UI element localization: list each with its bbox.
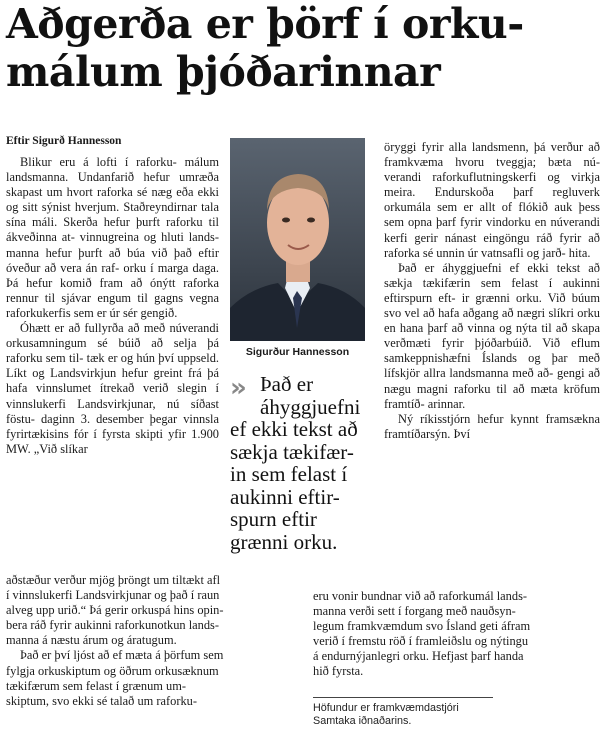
wide-text-block-1 [6, 573, 306, 709]
headline-line-2: málum þjóðarinnar [6, 48, 441, 96]
text-line: manna verði sett í forgang með nauðsyn- [313, 604, 516, 619]
column-1-paragraph-2: Óhætt er að fullyrða að með núverandi orkusamningum sé búið að selja þá raforku sem til- tæk er og hún því uppseld. Líkt og Landsvirkjun hefur greint frá þá hafa vinnslumet ítrekað verið slegin í vinnslukerfi Landsvirkjunar, nú síðast föstu- daginn 3. desember þegar vinnsla fyrirtækisins fór í fyrsta skipti yfir 1.900 MW. „Við slíkar [6, 321, 219, 456]
author-portrait-image [230, 138, 365, 341]
quote-mark-icon: » [230, 373, 247, 403]
pull-quote [230, 373, 370, 553]
footnote-line-2: Samtaka iðnaðarins. [313, 715, 412, 727]
text-line: eru vonir bundnar við að raforkumál lands- [313, 589, 528, 603]
wide-text-block-2 [313, 589, 603, 680]
text-line: bera ráð fyrir aukinni raforkunotkun lands- [6, 618, 219, 633]
text-line: hið fyrsta. [313, 664, 364, 679]
text-line: aðstæður verður mjög þröngt um tiltækt afl [6, 573, 221, 587]
byline: Eftir Sigurð Hannesson [6, 135, 122, 147]
text-line: tækifærum sem felast í grænum um- [6, 678, 186, 693]
column-3-paragraph-1: öryggi fyrir alla landsmenn, þá verður að framkvæma hvoru tveggja; bæta nú- verandi raforkuflutningskerfi og virkja meira. Endurskoða þarf regluverk orkumála sem er allt of flókið auk þess sem opna þarf fyrir vindorku en núverandi kerfi gerir nánast eingöngu ráð fyrir að raforka sé unnin úr vatnsafli og jarð- hita. [384, 140, 600, 260]
text-line: verið í fremstu röð í framleiðslu og nýtingu [313, 634, 529, 649]
column-1 [6, 155, 219, 457]
text-line: í vinnslukerfi Landsvirkjunar og það í raun [6, 588, 220, 603]
pull-quote-text: Það er áhyggjuefni ef ekki tekst að sækja tækifær- in sem felast í aukinni eftir- spurn eftir grænni orku. [230, 372, 361, 554]
text-line: alveg upp urið.“ Þá gerir orkuspá hins opin- [6, 603, 224, 618]
author-photo [230, 138, 365, 341]
column-1-paragraph-1: Blikur eru á lofti í raforku- málum landsmanna. Undanfarið hefur umræða skapast um hvort raforka sé næg eða ekki og sitt sýnist hverjum. Staðreyndirnar tala sína máli. Skerða hefur þurft raforku til ákveðinna at- vinnugreina og hluti lands- manna hefur þurft að búa við það eftir óveður að vera án raf- orku í marga daga. Þá hefur komið fram að ónýtt raforka rennur til sjávar engum til gagns vegna raforkukerfis sem er úr sér gengið. [6, 155, 219, 320]
photo-caption: Sigurður Hannesson [245, 346, 350, 358]
text-line: Það er því ljóst að ef mæta á þörfum sem [20, 648, 224, 663]
column-3-paragraph-2: Það er áhyggjuefni ef ekki tekst að sækja tækifærin sem felast í aukinni eftirspurn eft- ir grænni orku. Við búum svo vel að hafa aðgang að nægri slíkri orku en hana þarf að vinna og nýta til að skapa verðmæti fyrir þjóðarbúið. Við eflum samkeppnishæfni Íslands og þar með lífskjör allra landsmanna með að- gengi að nægu magni raforku til að mæta kröfum framtíð- arinnar. [384, 260, 600, 411]
headline [6, 0, 602, 96]
column-3 [384, 140, 600, 442]
author-footnote [313, 702, 543, 728]
divider [313, 697, 493, 698]
text-line: legum framkvæmdum svo Ísland geti áfram [313, 619, 531, 634]
text-line: skiptum, svo ekki sé talað um raforku- [6, 693, 197, 708]
text-line: manna á næstu árum og áratugum. [6, 633, 177, 648]
text-line: fylgja orkuskiptum og öðrum orkusæknum [6, 663, 219, 678]
column-3-paragraph-3: Ný ríkisstjórn hefur kynnt framsækna framtíðarsýn. Því [384, 411, 600, 441]
headline-line-1: Aðgerða er þörf í orku- [6, 0, 524, 48]
text-line: á endurnýjanlegri orku. Hefjast þarf handa [313, 649, 524, 664]
footnote-line-1: Höfundur er framkvæmdastjóri [313, 702, 459, 714]
